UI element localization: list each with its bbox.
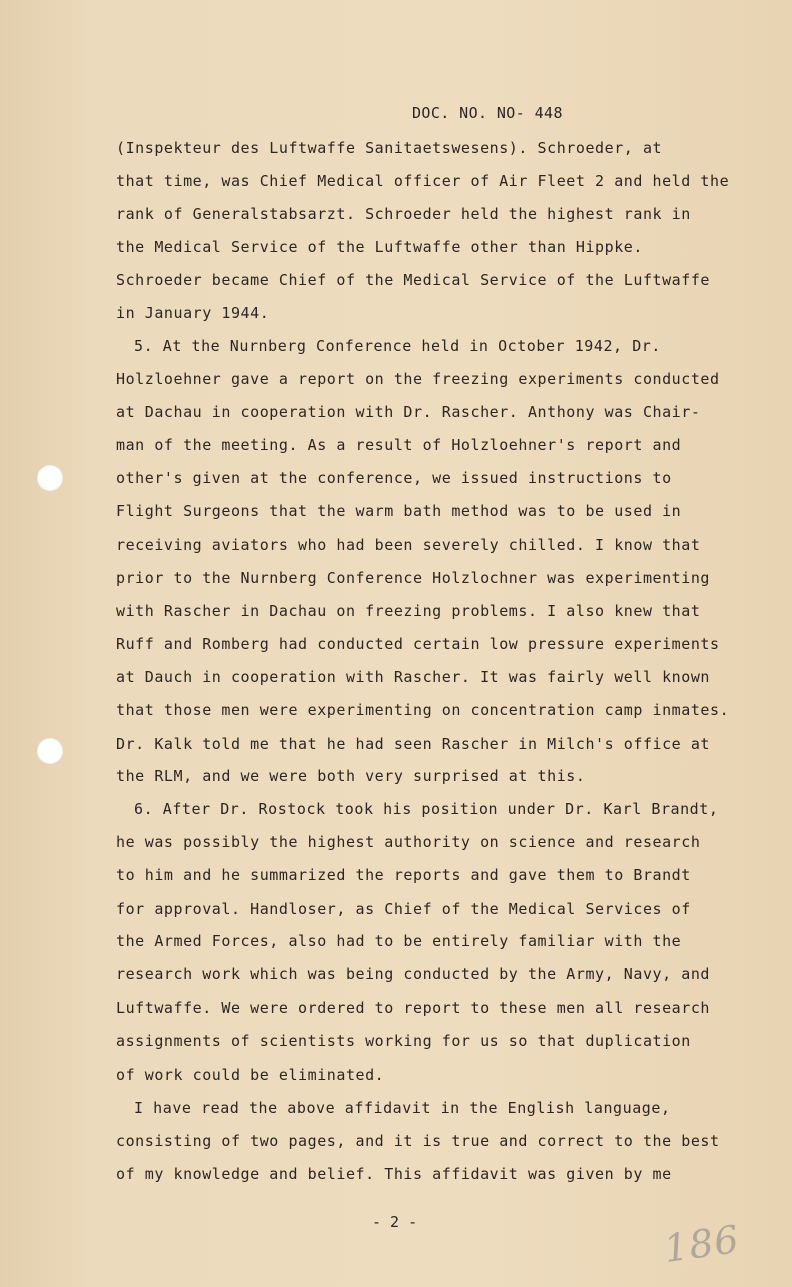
punch-hole-lower — [37, 738, 63, 764]
body-line: research work which was being conducted by the Army, Navy, and — [116, 965, 711, 983]
body-line: consisting of two pages, and it is true and correct to the best — [116, 1132, 720, 1150]
attestation-start: I have read the above affidavit in the English language, — [134, 1099, 671, 1117]
body-line: other's given at the conference, we issued instructions to — [116, 469, 672, 487]
handwritten-page-number: 186 — [661, 1216, 743, 1272]
body-line: rank of Generalstabsarzt. Schroeder held the highest rank in — [116, 205, 691, 223]
body-line: Schroeder became Chief of the Medical Service of the Luftwaffe — [116, 271, 711, 289]
page-number: - 2 - — [372, 1213, 418, 1231]
punch-hole-upper — [37, 465, 63, 491]
paragraph-5-start: 5. At the Nurnberg Conference held in October 1942, Dr. — [134, 337, 661, 355]
body-line: in January 1944. — [116, 304, 270, 322]
body-line: that those men were experimenting on concentration camp inmates. — [116, 701, 730, 719]
body-line: at Dachau in cooperation with Dr. Rascher. Anthony was Chair- — [116, 403, 701, 421]
body-line: Holzloehner gave a report on the freezing experiments conducted — [116, 370, 720, 388]
doc-number: DOC. NO. NO- 448 — [412, 104, 563, 122]
body-line: of work could be eliminated. — [116, 1066, 385, 1084]
body-line: prior to the Nurnberg Conference Holzlochner was experimenting — [116, 569, 711, 587]
paragraph-6-start: 6. After Dr. Rostock took his position under Dr. Karl Brandt, — [134, 800, 719, 818]
body-line: the Medical Service of the Luftwaffe other than Hippke. — [116, 238, 643, 256]
body-line: Luftwaffe. We were ordered to report to these men all research — [116, 999, 711, 1017]
body-line: to him and he summarized the reports and gave them to Brandt — [116, 866, 691, 884]
body-line: with Rascher in Dachau on freezing problems. I also knew that — [116, 602, 701, 620]
body-line: (Inspekteur des Luftwaffe Sanitaetswesens). Schroeder, at — [116, 139, 663, 157]
body-line: that time, was Chief Medical officer of Air Fleet 2 and held the — [116, 172, 730, 190]
body-line: he was possibly the highest authority on science and research — [116, 833, 701, 851]
body-line: Ruff and Romberg had conducted certain low pressure experiments — [116, 635, 720, 653]
body-line: assignments of scientists working for us so that duplication — [116, 1032, 691, 1050]
body-line: the RLM, and we were both very surprised at this. — [116, 767, 586, 785]
body-line: the Armed Forces, also had to be entirely familiar with the — [116, 932, 682, 950]
body-line: Flight Surgeons that the warm bath method was to be used in — [116, 502, 682, 520]
body-line: Dr. Kalk told me that he had seen Rascher in Milch's office at — [116, 735, 711, 753]
body-line: man of the meeting. As a result of Holzloehner's report and — [116, 436, 682, 454]
body-line: at Dauch in cooperation with Rascher. It was fairly well known — [116, 668, 711, 686]
body-line: of my knowledge and belief. This affidavit was given by me — [116, 1165, 672, 1183]
body-line: for approval. Handloser, as Chief of the Medical Services of — [116, 900, 691, 918]
body-line: receiving aviators who had been severely chilled. I know that — [116, 536, 701, 554]
